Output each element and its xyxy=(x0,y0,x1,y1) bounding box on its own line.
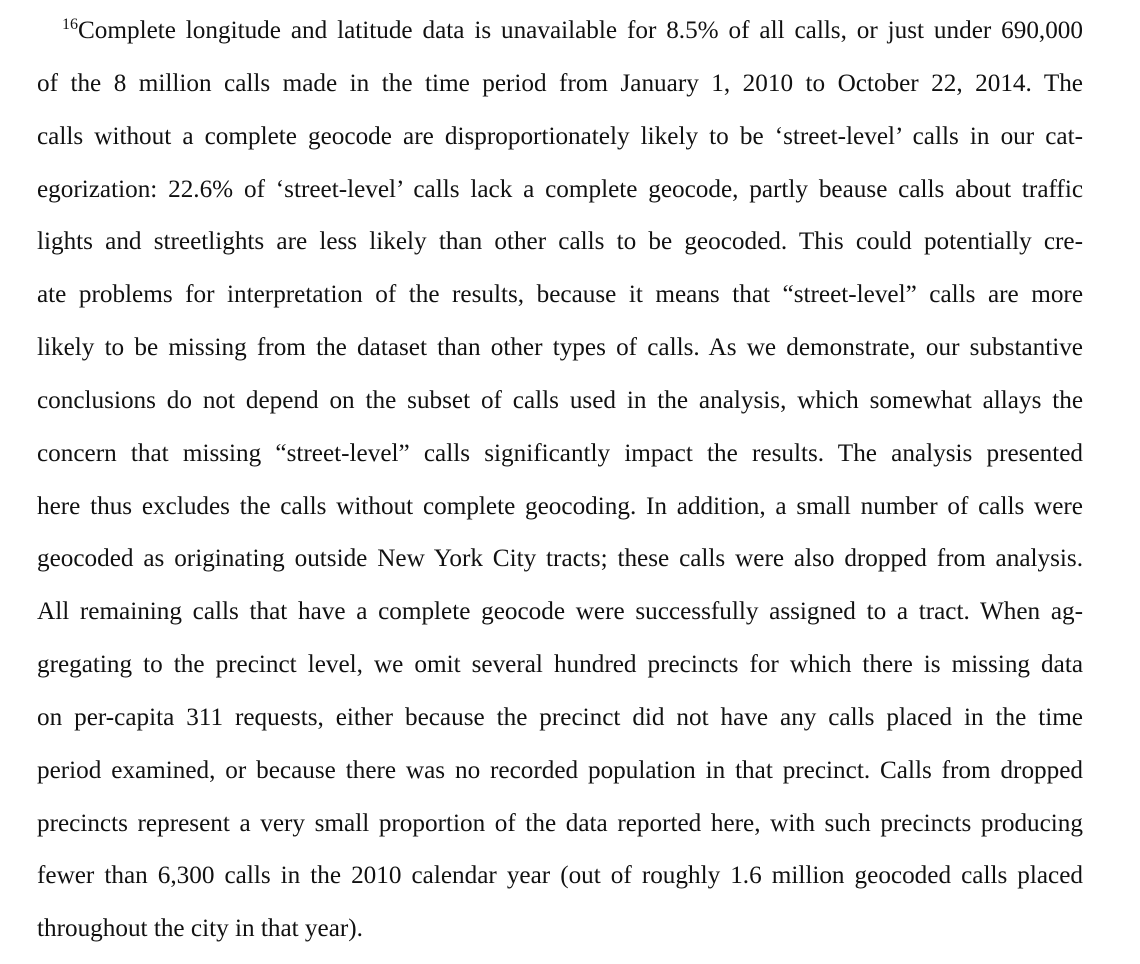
footnote-line-14: on per-capita 311 requests, either because the precinct did not have any calls placed in the time xyxy=(37,704,1083,731)
footnote-line-10: here thus excludes the calls without complete geocoding. In addition, a small number of calls were xyxy=(37,493,1083,520)
footnote-line-6: ate problems for interpretation of the results, because it means that “street-level” calls are more xyxy=(37,281,1083,308)
footnote-line-text: Complete longitude and latitude data is unavailable for 8.5% of all calls, or just under 690,000 xyxy=(78,17,1083,44)
footnote-line-8: conclusions do not depend on the subset of calls used in the analysis, which somewhat allays the xyxy=(37,387,1083,414)
footnote-line-13: gregating to the precinct level, we omit several hundred precincts for which there is missing data xyxy=(37,651,1083,678)
footnote-line-9: concern that missing “street-level” calls significantly impact the results. The analysis presented xyxy=(37,440,1083,467)
footnote-line-15: period examined, or because there was no recorded population in that precinct. Calls from dropped xyxy=(37,757,1083,784)
footnote-line-1 xyxy=(62,16,1083,46)
footnote-line-18: throughout the city in that year). xyxy=(37,915,363,942)
footnote-marker: 16 xyxy=(62,16,78,33)
footnote-line-16: precincts represent a very small proportion of the data reported here, with such precincts producing xyxy=(37,810,1083,837)
footnote-line-2: of the 8 million calls made in the time period from January 1, 2010 to October 22, 2014. The xyxy=(37,70,1083,97)
footnote-line-7: likely to be missing from the dataset than other types of calls. As we demonstrate, our substantive xyxy=(37,334,1083,361)
footnote-line-12: All remaining calls that have a complete geocode were successfully assigned to a tract. When ag- xyxy=(37,598,1083,625)
footnote-line-11: geocoded as originating outside New York City tracts; these calls were also dropped from analysis. xyxy=(37,545,1083,572)
footnote-line-5: lights and streetlights are less likely than other calls to be geocoded. This could potentially cre- xyxy=(37,228,1083,255)
footnote-line-3: calls without a complete geocode are disproportionately likely to be ‘street-level’ calls in our cat- xyxy=(37,123,1083,150)
footnote-line-17: fewer than 6,300 calls in the 2010 calendar year (out of roughly 1.6 million geocoded calls placed xyxy=(37,862,1083,889)
footnote-line-4: egorization: 22.6% of ‘street-level’ calls lack a complete geocode, partly beause calls about traffic xyxy=(37,176,1083,203)
